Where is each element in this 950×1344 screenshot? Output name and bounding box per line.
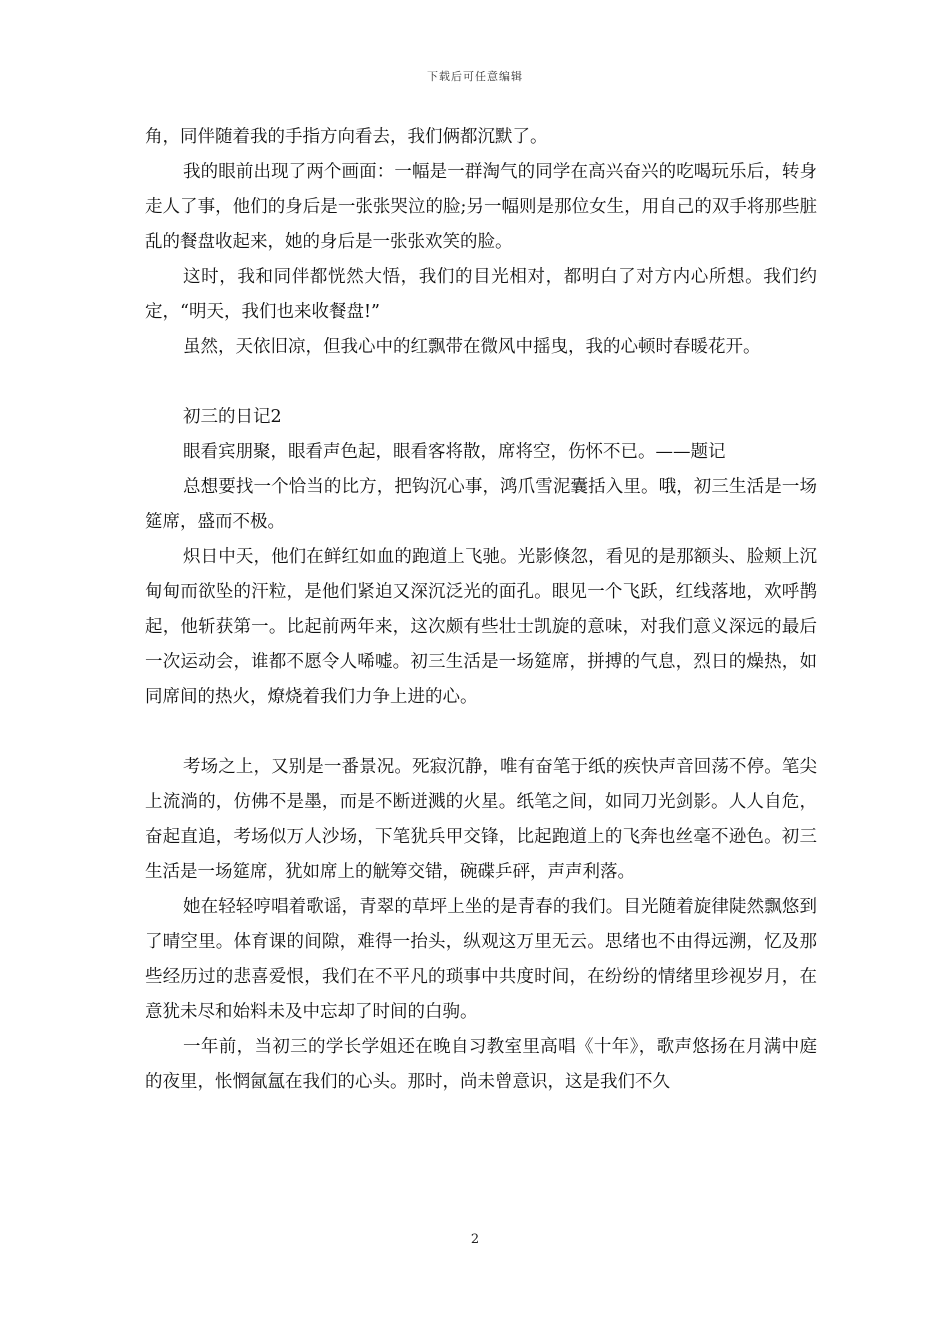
paragraph: 虽然，天依旧凉，但我心中的红飘带在微风中摇曳，我的心顿时春暖花开。	[183, 337, 761, 357]
section-title: 初三的日记2	[183, 407, 282, 427]
paragraph: 她在轻轻哼唱着歌谣，青翠的草坪上坐的是青春的我们。目光随着旋律陡然飘悠到了晴空里。体育课的间隙，难得一抬头，纵观这万里无云。思绪也不由得远溯，忆及那些经历过的悲喜爱恨，我们在不平凡的琐事中共度时间，在纷纷的情绪里珍视岁月，在意犹未尽和始料未及中忘却了时间的白驹。	[145, 897, 817, 1022]
paragraph: 我的眼前出现了两个画面：一幅是一群淘气的同学在高兴奋兴的吃喝玩乐后，转身走人了事，他们的身后是一张张哭泣的脸;另一幅则是那位女生，用自己的双手将那些脏乱的餐盘收起来，她的身后是一张张欢笑的脸。	[145, 162, 817, 252]
blank-line	[145, 715, 817, 750]
paragraph: 这时，我和同伴都恍然大悟，我们的目光相对，都明白了对方内心所想。我们约定，“明天，我们也来收餐盘!”	[145, 267, 817, 322]
paragraph: 炽日中天，他们在鲜红如血的跑道上飞驰。光影倏忽，看见的是那额头、脸颊上沉甸甸而欲坠的汗粒，是他们紧迫又深沉泛光的面孔。眼见一个飞跃，红线落地，欢呼鹊起，他斩获第一。比起前两年来，这次颇有些壮士凯旋的意味，对我们意义深远的最后一次运动会，谁都不愿令人唏嘘。初三生活是一场筵席，拼搏的气息，烈日的燥热，如同席间的热火，燎烧着我们力争上进的心。	[145, 547, 817, 707]
paragraph: 一年前，当初三的学长学姐还在晚自习教室里高唱《十年》，歌声悠扬在月满中庭的夜里，怅惘氤氲在我们的心头。那时，尚未曾意识，这是我们不久	[145, 1037, 817, 1092]
blank-line	[145, 365, 817, 400]
paragraph: 考场之上，又别是一番景况。死寂沉静，唯有奋笔于纸的疾快声音回荡不停。笔尖上流淌的，仿佛不是墨，而是不断迸溅的火星。纸笔之间，如同刀光剑影。人人自危，奋起直追，考场似万人沙场，下笔犹兵甲交锋，比起跑道上的飞奔也丝毫不逊色。初三生活是一场筵席，犹如席上的觥筹交错，碗碟乒砰，声声利落。	[145, 757, 817, 882]
paragraph: 总想要找一个恰当的比方，把钩沉心事，鸿爪雪泥囊括入里。哦，初三生活是一场筵席，盛而不极。	[145, 477, 817, 532]
page-header: 下载后可任意编辑	[427, 70, 523, 83]
paragraph: 角，同伴随着我的手指方向看去，我们俩都沉默了。	[145, 127, 548, 147]
page-number: 2	[470, 1232, 480, 1247]
document-body	[145, 120, 817, 1100]
epigraph: 眼看宾朋聚，眼看声色起，眼看客将散，席将空，伤怀不已。——题记	[183, 442, 726, 462]
